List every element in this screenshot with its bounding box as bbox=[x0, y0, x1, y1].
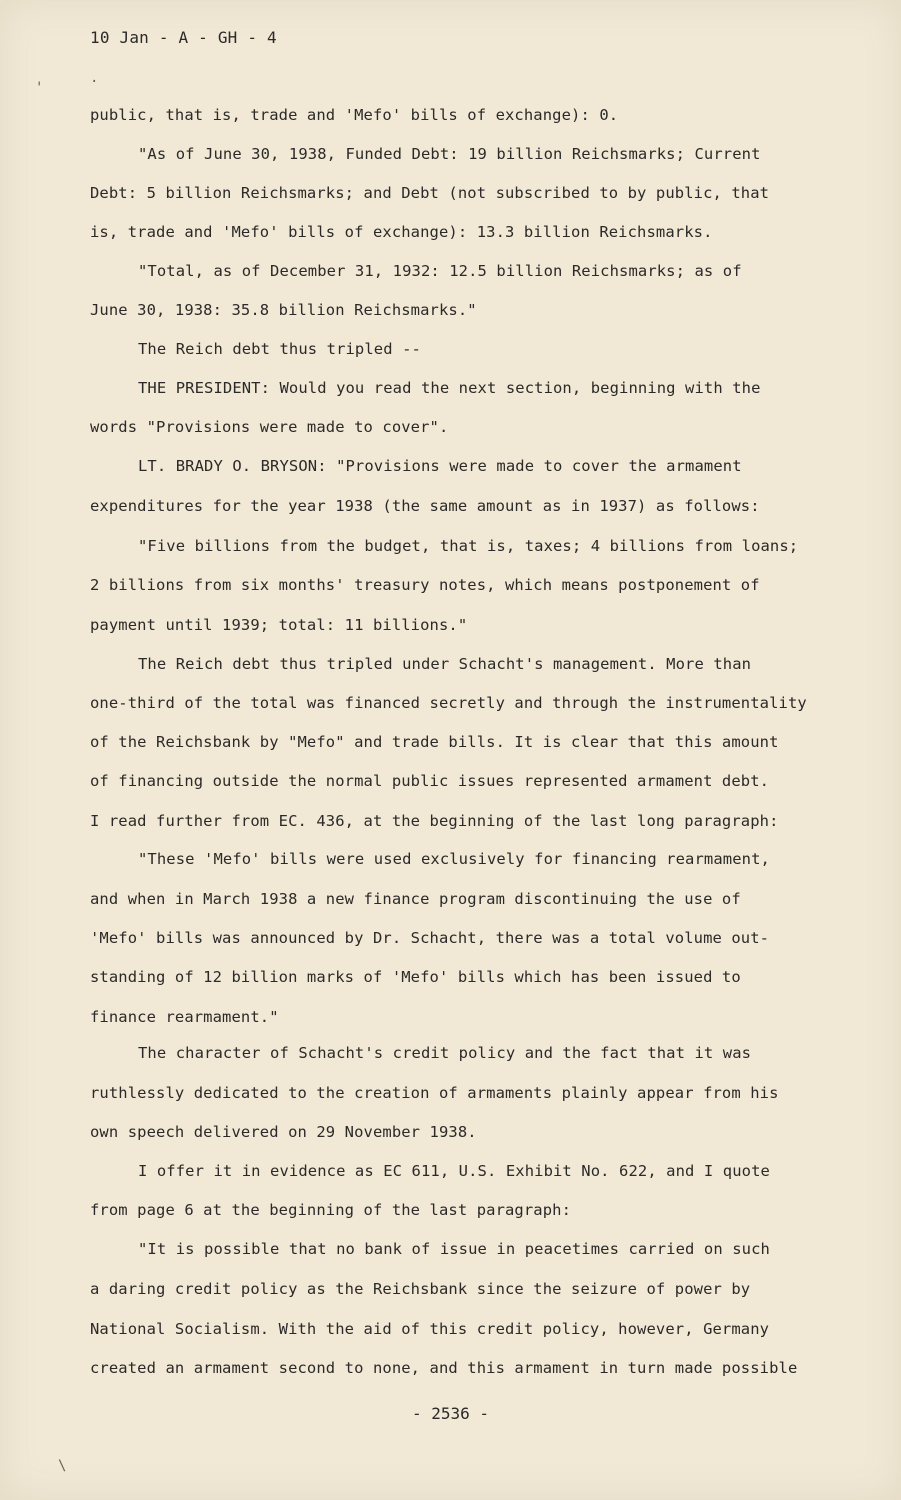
body-line: "Five billions from the budget, that is, taxes; 4 billions from loans; bbox=[138, 537, 799, 555]
body-line: Debt: 5 billion Reichsmarks; and Debt (not subscribed to by public, that bbox=[90, 184, 770, 202]
body-line: 'Mefo' bills was announced by Dr. Schacht, there was a total volume out- bbox=[90, 929, 770, 947]
body-line: and when in March 1938 a new finance program discontinuing the use of bbox=[90, 890, 741, 908]
margin-mark: \ bbox=[58, 1458, 67, 1474]
margin-mark: . bbox=[90, 70, 99, 86]
body-line: National Socialism. With the aid of this credit policy, however, Germany bbox=[90, 1320, 770, 1338]
body-line: THE PRESIDENT: Would you read the next section, beginning with the bbox=[138, 379, 761, 397]
body-line: I read further from EC. 436, at the beginning of the last long paragraph: bbox=[90, 812, 779, 830]
body-line: one-third of the total was financed secretly and through the instrumentality bbox=[90, 694, 807, 712]
body-line: from page 6 at the beginning of the last paragraph: bbox=[90, 1201, 572, 1219]
margin-mark: ' bbox=[35, 80, 44, 96]
body-line: June 30, 1938: 35.8 billion Reichsmarks." bbox=[90, 301, 477, 319]
body-line: "It is possible that no bank of issue in peacetimes carried on such bbox=[138, 1240, 770, 1258]
body-line: I offer it in evidence as EC 611, U.S. Exhibit No. 622, and I quote bbox=[138, 1162, 770, 1180]
page-number: - 2536 - bbox=[411, 1404, 490, 1423]
body-line: of the Reichsbank by "Mefo" and trade bills. It is clear that this amount bbox=[90, 733, 779, 751]
body-line: payment until 1939; total: 11 billions." bbox=[90, 616, 468, 634]
body-line: expenditures for the year 1938 (the same amount as in 1937) as follows: bbox=[90, 497, 760, 515]
body-line: words "Provisions were made to cover". bbox=[90, 418, 449, 436]
body-line: "These 'Mefo' bills were used exclusively for financing rearmament, bbox=[138, 850, 770, 868]
page-header-reference: 10 Jan - A - GH - 4 bbox=[90, 28, 277, 47]
body-line: of financing outside the normal public issues represented armament debt. bbox=[90, 772, 770, 790]
body-line: "As of June 30, 1938, Funded Debt: 19 billion Reichsmarks; Current bbox=[138, 145, 761, 163]
body-line: finance rearmament." bbox=[90, 1008, 279, 1026]
body-line: a daring credit policy as the Reichsbank since the seizure of power by bbox=[90, 1280, 751, 1298]
body-line: "Total, as of December 31, 1932: 12.5 billion Reichsmarks; as of bbox=[138, 262, 742, 280]
body-line: public, that is, trade and 'Mefo' bills of exchange): 0. bbox=[90, 106, 619, 124]
body-line: own speech delivered on 29 November 1938. bbox=[90, 1123, 477, 1141]
body-line: LT. BRADY O. BRYSON: "Provisions were made to cover the armament bbox=[138, 457, 742, 475]
body-line: is, trade and 'Mefo' bills of exchange): 13.3 billion Reichsmarks. bbox=[90, 223, 713, 241]
body-line: ruthlessly dedicated to the creation of armaments plainly appear from his bbox=[90, 1084, 779, 1102]
body-line: created an armament second to none, and this armament in turn made possible bbox=[90, 1359, 798, 1377]
body-line: standing of 12 billion marks of 'Mefo' bills which has been issued to bbox=[90, 968, 741, 986]
body-line: The Reich debt thus tripled -- bbox=[138, 340, 421, 358]
body-line: 2 billions from six months' treasury notes, which means postponement of bbox=[90, 576, 760, 594]
body-line: The character of Schacht's credit policy and the fact that it was bbox=[138, 1044, 752, 1062]
body-line: The Reich debt thus tripled under Schacht's management. More than bbox=[138, 655, 752, 673]
